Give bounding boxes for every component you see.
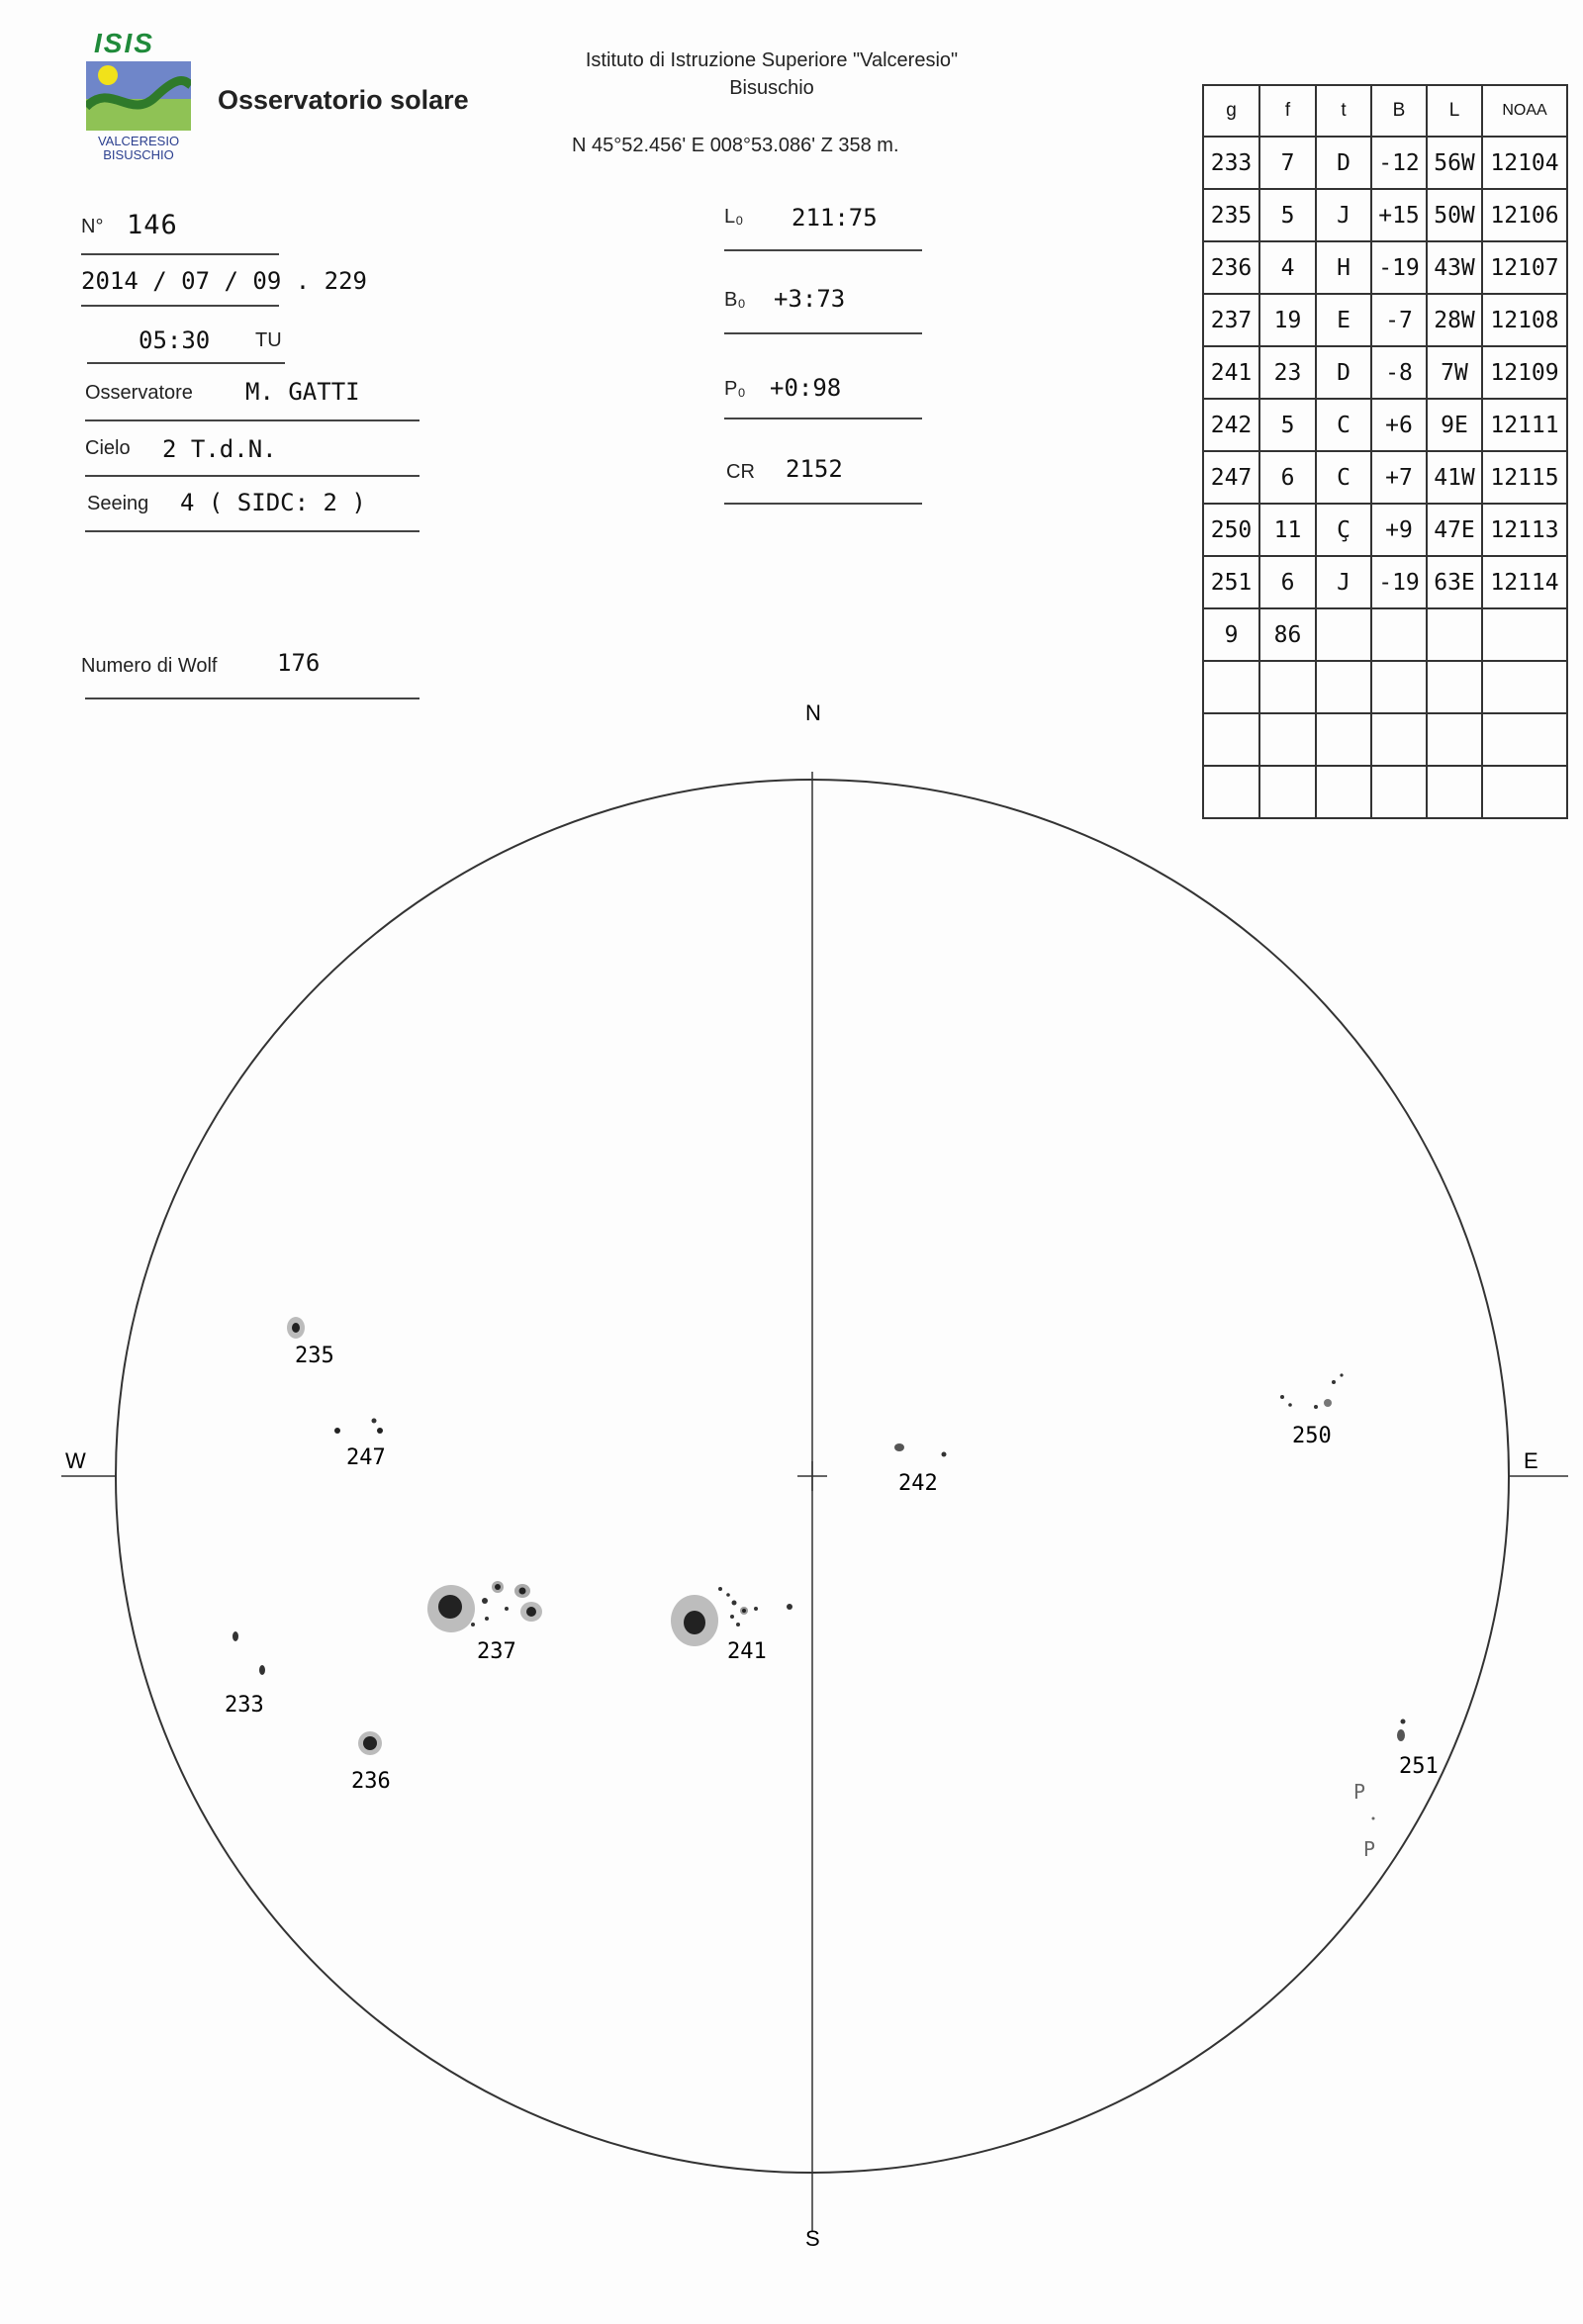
table-row [1203,451,1567,504]
sky-value: 2 T.d.N. [162,435,277,463]
cell-g: 235 [1203,189,1259,241]
cell-g: 250 [1203,504,1259,556]
facula-mark-2: P [1363,1837,1376,1861]
p0-line [724,418,922,419]
cell-f: 23 [1259,346,1316,399]
group-label-247: 247 [346,1445,386,1470]
header-t: t [1316,85,1371,137]
cell-b: -19 [1371,241,1427,294]
header-b: B [1371,85,1427,137]
number-line [81,253,279,255]
seeing-label: Seeing [87,493,149,514]
cell-noaa: 12104 [1482,137,1567,189]
group-label-250: 250 [1292,1424,1332,1448]
cell-f: 5 [1259,399,1316,451]
cell-l: 41W [1427,451,1482,504]
logo-text: ISIS [94,28,154,58]
total-noaa [1482,608,1567,661]
cr-line [724,503,922,505]
cell-b: -12 [1371,137,1427,189]
cell-f: 7 [1259,137,1316,189]
north-label: N [805,700,821,725]
group-label-242: 242 [898,1471,938,1496]
table-row [1203,556,1567,608]
total-g: 9 [1203,608,1259,661]
west-label: W [65,1448,86,1473]
cell-g: 251 [1203,556,1259,608]
cell-b: -19 [1371,556,1427,608]
cell-noaa: 12109 [1482,346,1567,399]
table-row [1203,504,1567,556]
wolf-value: 176 [277,649,321,677]
cell-l: 9E [1427,399,1482,451]
cr-value: 2152 [786,455,843,483]
cr-label: CR [726,461,755,483]
time-line [87,362,285,364]
group-label-241: 241 [727,1639,767,1664]
cell-noaa: 12113 [1482,504,1567,556]
cell-noaa: 12114 [1482,556,1567,608]
observer-value: M. GATTI [245,378,360,406]
sunspot-group-241 [671,1587,792,1664]
cell-l: 47E [1427,504,1482,556]
table-totals-row [1203,608,1567,661]
group-label-237: 237 [477,1639,516,1664]
header-noaa: NOAA [1482,85,1567,137]
cell-t: H [1316,241,1371,294]
header-l: L [1427,85,1482,137]
group-label-233: 233 [225,1693,264,1718]
cell-l: 50W [1427,189,1482,241]
cell-noaa: 12107 [1482,241,1567,294]
b0-label: B₀ [724,289,746,311]
cell-t: D [1316,346,1371,399]
sunspot-group-233 [225,1631,265,1718]
cell-noaa: 12111 [1482,399,1567,451]
cell-noaa: 12115 [1482,451,1567,504]
sunspot-group-236 [351,1731,391,1794]
cell-g: 247 [1203,451,1259,504]
sunspot-group-242 [894,1443,947,1496]
cell-g: 236 [1203,241,1259,294]
cell-g: 241 [1203,346,1259,399]
cell-b: +9 [1371,504,1427,556]
cell-b: +15 [1371,189,1427,241]
b0-line [724,332,922,334]
cell-noaa: 12108 [1482,294,1567,346]
cell-t: D [1316,137,1371,189]
cell-f: 5 [1259,189,1316,241]
sunspot-group-250 [1280,1373,1344,1448]
header-f: f [1259,85,1316,137]
sky-label: Cielo [85,437,131,459]
logo-sub-2: BISUSCHIO [103,147,174,162]
sunspot-group-235 [287,1317,334,1368]
date-value: 2014 / 07 / 09 . 229 [81,267,367,295]
cell-f: 11 [1259,504,1316,556]
observer-label: Osservatore [85,382,193,404]
group-label-251: 251 [1399,1754,1439,1779]
cell-l: 43W [1427,241,1482,294]
number-label: N° [81,216,104,237]
total-b [1371,608,1427,661]
cell-t: J [1316,556,1371,608]
cell-t: E [1316,294,1371,346]
cell-b: -7 [1371,294,1427,346]
cell-l: 7W [1427,346,1482,399]
p0-label: P₀ [724,378,746,400]
p0-value: +0:98 [770,374,842,402]
l0-value: 211:75 [792,204,878,232]
total-f: 86 [1259,608,1316,661]
table-row [1203,399,1567,451]
l0-label: L₀ [724,206,744,228]
total-t [1316,608,1371,661]
table-row [1203,346,1567,399]
sunspot-group-251 [1353,1720,1439,1862]
b0-value: +3:73 [774,285,846,313]
sky-line [85,475,419,477]
solar-disk-drawing [0,693,1583,2295]
table-row [1203,241,1567,294]
cell-t: C [1316,399,1371,451]
observatory-coordinates: N 45°52.456' E 008°53.086' Z 358 m. [572,135,899,156]
table-row [1203,294,1567,346]
cell-t: Ç [1316,504,1371,556]
school-logo [84,28,193,166]
cell-g: 242 [1203,399,1259,451]
cell-t: C [1316,451,1371,504]
cell-noaa: 12106 [1482,189,1567,241]
cell-f: 6 [1259,451,1316,504]
wolf-label: Numero di Wolf [81,655,218,677]
institute-name: Istituto di Istruzione Superiore "Valceresio" [585,49,959,71]
cell-l: 28W [1427,294,1482,346]
cell-l: 63E [1427,556,1482,608]
time-unit: TU [255,329,282,351]
cell-f: 19 [1259,294,1316,346]
cell-g: 237 [1203,294,1259,346]
time-value: 05:30 [139,326,211,354]
seeing-value: 4 ( SIDC: 2 ) [180,489,366,516]
total-l [1427,608,1482,661]
group-label-235: 235 [295,1344,334,1368]
sunspot-group-247 [334,1419,386,1471]
facula-mark-1: P [1353,1780,1366,1804]
east-label: E [1524,1448,1538,1473]
number-value: 146 [127,210,178,240]
institute-town: Bisuschio [729,77,814,99]
header-g: g [1203,85,1259,137]
date-line [81,305,279,307]
sunspot-group-237 [427,1581,542,1664]
cell-f: 4 [1259,241,1316,294]
cell-g: 233 [1203,137,1259,189]
group-label-236: 236 [351,1769,391,1794]
seeing-line [85,530,419,532]
logo-sub-1: VALCERESIO [97,134,180,148]
table-row [1203,137,1567,189]
logo-emblem-icon [86,61,191,131]
table-row [1203,189,1567,241]
cell-l: 56W [1427,137,1482,189]
observatory-title: Osservatorio solare [218,85,469,115]
cell-b: +7 [1371,451,1427,504]
south-label: S [805,2226,820,2251]
l0-line [724,249,922,251]
cell-t: J [1316,189,1371,241]
observer-line [85,419,419,421]
cell-b: +6 [1371,399,1427,451]
cell-b: -8 [1371,346,1427,399]
table-header-row [1203,85,1567,137]
cell-f: 6 [1259,556,1316,608]
